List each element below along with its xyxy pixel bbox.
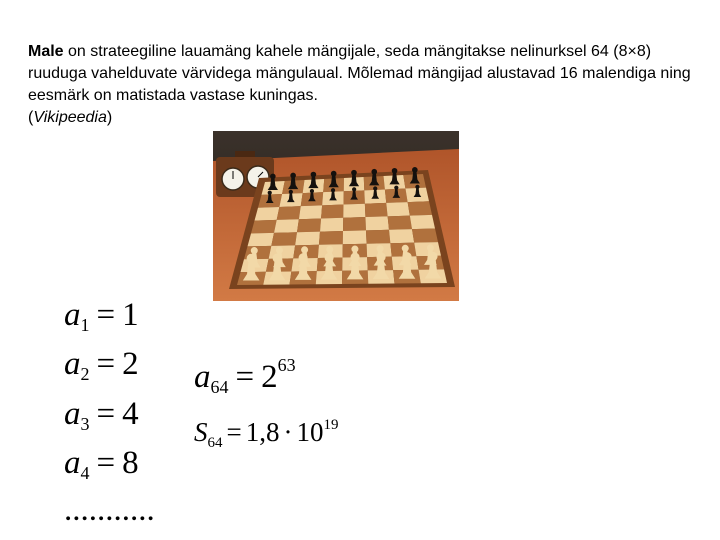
board-square bbox=[321, 205, 343, 219]
board-square bbox=[248, 233, 275, 247]
board-square bbox=[410, 215, 435, 229]
board-square bbox=[388, 216, 412, 230]
seq-row-1: $a_1 = 1$ bbox=[64, 297, 139, 335]
board-square bbox=[277, 206, 301, 220]
board-square bbox=[412, 229, 438, 243]
source-close: ) bbox=[106, 109, 113, 126]
seq-row-2: $a_2 = 2$ bbox=[64, 346, 139, 384]
board-square bbox=[386, 202, 410, 216]
board-square bbox=[297, 218, 321, 232]
board-square bbox=[389, 229, 414, 243]
board-square bbox=[251, 220, 277, 234]
formula-a64: $a_{64} = 2^{63}$ bbox=[194, 355, 296, 397]
board-square bbox=[274, 219, 299, 233]
formula-s64: $S_{64} = 1,8 \cdot 10^{19}$ bbox=[194, 417, 339, 451]
seq-row-3: $a_3 = 4$ bbox=[64, 396, 139, 434]
board-square bbox=[365, 216, 389, 230]
board-square bbox=[320, 218, 343, 232]
chess-board bbox=[229, 170, 455, 289]
intro-paragraph bbox=[28, 41, 708, 129]
board-square bbox=[255, 207, 280, 221]
chess-photo bbox=[213, 131, 459, 301]
intro-text: on strateegiline lauamäng kahele mängijale, seda mängitakse nelinurksel 64 (8×8) ruuduga vahelduvate värvidega mängulaual. Mõlemad mängijad alustavad 16 malendiga ning eesmärk on matistada vastase kuningas. bbox=[28, 43, 691, 104]
seq-ellipsis: ........... bbox=[64, 492, 155, 528]
board-square bbox=[271, 232, 297, 246]
board-square bbox=[365, 203, 388, 217]
board-square bbox=[299, 205, 322, 219]
board-square bbox=[408, 201, 432, 215]
board-square bbox=[343, 230, 367, 244]
board-square bbox=[366, 230, 390, 244]
seq-row-4: $a_4 = 8$ bbox=[64, 445, 139, 483]
board-square bbox=[295, 232, 320, 246]
intro-bold-term: Male bbox=[28, 43, 64, 60]
board-square bbox=[319, 231, 343, 245]
board-square bbox=[343, 217, 366, 231]
board-square bbox=[343, 204, 365, 218]
source-open: ( bbox=[28, 109, 34, 126]
source-link[interactable]: Vikipeedia bbox=[33, 109, 107, 126]
